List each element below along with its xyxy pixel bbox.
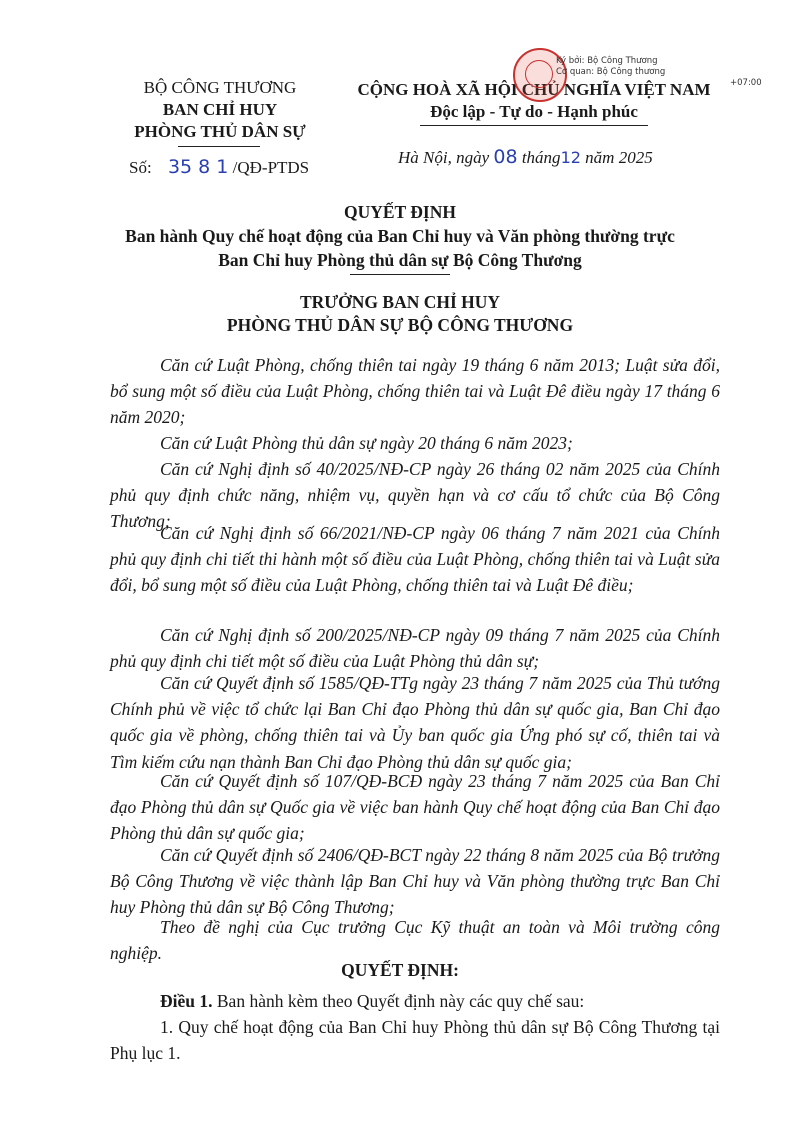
national-motto: Độc lập - Tự do - Hạnh phúc: [430, 102, 638, 121]
ministry-name: BỘ CÔNG THƯƠNG: [143, 78, 297, 97]
decision-heading: QUYẾT ĐỊNH:: [341, 960, 459, 980]
article-1: [110, 988, 720, 1014]
preamble-paragraph: Căn cứ Luật Phòng thủ dân sự ngày 20 tháng 6 năm 2023;: [160, 433, 573, 453]
authority-line1: TRƯỞNG BAN CHỈ HUY: [299, 292, 501, 312]
signature-org: Cơ quan: Bộ Công thương: [556, 67, 666, 77]
date-prefix: Hà Nội, ngày: [398, 148, 490, 167]
issue-date: [398, 146, 653, 168]
unit-name-line2: PHÒNG THỦ DÂN SỰ: [134, 122, 306, 141]
preamble-paragraph: Căn cứ Quyết định số 107/QĐ-BCĐ ngày 23 tháng 7 năm 2025 của Ban Chỉ đạo Phòng thủ dân sự Quốc gia về việc ban hành Quy chế hoạt động của Ban Chỉ đạo Phòng thủ dân sự quốc gia;: [110, 771, 720, 844]
nation-name: CỘNG HOÀ XÃ HỘI CHỦ NGHĨA VIỆT NAM: [357, 80, 711, 99]
article-1-text: Ban hành kèm theo Quyết định này các quy chế sau:: [216, 991, 585, 1011]
unit-name-line1: BAN CHỈ HUY: [162, 100, 278, 119]
number-handwritten: 35 8 1: [167, 156, 229, 178]
preamble-paragraph: Căn cứ Luật Phòng, chống thiên tai ngày 19 tháng 6 năm 2013; Luật sửa đổi, bổ sung một số điều của Luật Phòng, chống thiên tai và Luật Đê điều ngày 17 tháng 6 năm 2020;: [110, 355, 720, 428]
date-day-handwritten: 08: [493, 146, 518, 168]
signature-signer: Ký bởi: Bộ Công Thương: [556, 56, 658, 66]
document-subtitle-line2: Ban Chỉ huy Phòng thủ dân sự Bộ Công Thương: [218, 250, 582, 270]
authority-line2: PHÒNG THỦ DÂN SỰ BỘ CÔNG THƯƠNG: [226, 315, 574, 335]
subtitle-underline: [350, 274, 450, 275]
signature-time: +07:00: [730, 78, 762, 88]
number-label: Số:: [129, 158, 152, 177]
document-number: [129, 156, 309, 178]
date-month-label: tháng: [521, 148, 561, 167]
article-1-label: Điều 1.: [160, 991, 213, 1011]
preamble-paragraph: Căn cứ Quyết định số 2406/QĐ-BCT ngày 22 tháng 8 năm 2025 của Bộ trưởng Bộ Công Thương về việc thành lập Ban Chỉ huy và Văn phòng thường trực Ban Chỉ huy Phòng thủ dân sự Bộ Công Thương;: [110, 845, 720, 918]
preamble-paragraph: Theo đề nghị của Cục trưởng Cục Kỹ thuật an toàn và Môi trường công nghiệp.: [110, 917, 720, 964]
date-month-handwritten: 12: [560, 148, 581, 167]
motto-underline: [420, 125, 648, 126]
preamble-paragraph: Căn cứ Quyết định số 1585/QĐ-TTg ngày 23 tháng 7 năm 2025 của Thủ tướng Chính phủ về việc tổ chức lại Ban Chỉ đạo Phòng thủ dân sự quốc gia, Ban Chỉ đạo quốc gia về phòng, chống thiên tai và Ủy ban quốc gia Ứng phó sự cố, thiên tai và Tìm kiếm cứu nạn thành Ban Chỉ đạo Phòng thủ dân sự quốc gia;: [110, 673, 720, 772]
preamble-paragraph: Căn cứ Nghị định số 40/2025/NĐ-CP ngày 26 tháng 02 năm 2025 của Chính phủ quy định chức năng, nhiệm vụ, quyền hạn và cơ cấu tổ chức của Bộ Công Thương;: [110, 459, 720, 532]
document-subtitle-line1: Ban hành Quy chế hoạt động của Ban Chỉ huy và Văn phòng thường trực: [125, 226, 675, 246]
preamble-paragraph: Căn cứ Nghị định số 66/2021/NĐ-CP ngày 06 tháng 7 năm 2021 của Chính phủ quy định chi tiết thi hành một số điều của Luật Phòng, chống thiên tai và Luật sửa đổi, bổ sung một số điều của Luật Phòng, chống thiên tai và Luật Đê điều;: [110, 523, 720, 596]
document-title: QUYẾT ĐỊNH: [344, 202, 456, 222]
number-suffix: /QĐ-PTDS: [232, 158, 310, 177]
preamble-paragraph: Căn cứ Nghị định số 200/2025/NĐ-CP ngày 09 tháng 7 năm 2025 của Chính phủ quy định chi tiết một số điều của Luật Phòng thủ dân sự;: [110, 625, 720, 672]
article-1-item-1: 1. Quy chế hoạt động của Ban Chỉ huy Phòng thủ dân sự Bộ Công Thương tại Phụ lục 1.: [110, 1017, 720, 1064]
left-header-underline: [178, 146, 260, 147]
date-year: năm 2025: [585, 148, 653, 167]
